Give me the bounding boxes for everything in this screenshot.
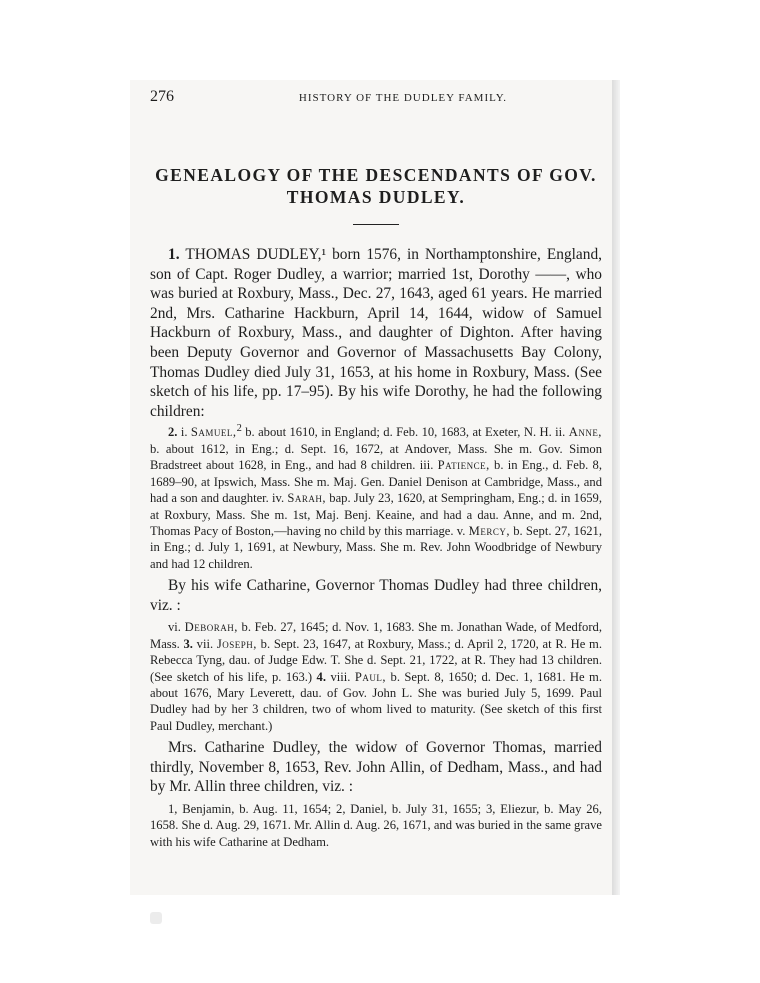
page-blemish — [150, 912, 162, 924]
child-name-samuel: Samuel, — [190, 425, 237, 440]
chapter-title-line1: GENEALOGY OF THE DESCENDANTS OF GOV. — [155, 165, 597, 185]
children-list-allin: 1, Benjamin, b. Aug. 11, 1654; 2, Daniel, b. July 31, 1655; 3, Eliezur, b. May 26, 1658. She d. Aug. 29, 1671. Mr. Allin d. Aug. 26, 1671, and was buried in the same grave with his wife Catharine at Dedham. — [150, 802, 602, 849]
running-header — [150, 88, 602, 106]
child-name-mercy: Mercy, — [468, 523, 511, 538]
child-name-paul: Paul, — [354, 669, 387, 684]
child-name-joseph: Joseph, — [216, 636, 257, 651]
title-rule — [353, 224, 399, 225]
child-name-patience: Patience, — [437, 458, 490, 473]
child-name-sarah: Sarah, — [287, 491, 327, 506]
chapter-title-line2: THOMAS DUDLEY. — [286, 187, 466, 207]
children-list-catharine: vi. Deborah, b. Feb. 27, 1645; d. Nov. 1, 1683. She m. Jonathan Wade, of Medford, Mass. 3. vii. Joseph, b. Sept. 23, 1647, at Roxbury, Mass.; d. April 2, 1720, at R. He m. Rebecca Tyng, dau. of Judge Edw. T. She d. Sept. 21, 1722, at R. They had 13 children. (See sketch of his life, p. 163.) 4. viii. Paul, b. Sept. 8, 1650; d. Dec. 1, 1681. He m. about 1676, Mary Leverett, dau. of Gov. John L. She was buried July 5, 1699. Paul Dudley had by her 3 children, two of whom lived to maturity. (See sketch of this first Paul Dudley, merchant.) — [150, 620, 603, 733]
chapter-title — [150, 164, 602, 208]
children-list-dorothy: 2. i. Samuel,$^2$ b. about 1610, in England; d. Feb. 10, 1683, at Exeter, N. H. ii. Anne, b. about 1612, in Eng.; d. Sept. 16, 1672, at Andover, Mass. She m. Gov. Simon Bradstreet about 1628, in Eng., and had 8 children. iii. Patience, b. in Eng., d. Feb. 8, 1689–90, at Ipswich, Mass. She m. Maj. Gen. Daniel Denison at Cambridge, Mass., and had a son and daughter. iv. Sarah, bap. July 23, 1620, at Sempringham, Eng.; d. in 1659, at Roxbury, Mass. She m. 1st, Maj. Benj. Keaine, and had a dau. Anne, and m. 2nd, Thomas Pacy of Boston,—having no child by this marriage. v. Mercy, b. Sept. 27, 1621, in Eng.; d. July 1, 1691, at Newbury, Mass. She m. Rev. John Woodbridge of Newbury and had 12 children. — [150, 423, 602, 571]
child-name-deborah: Deborah, — [184, 620, 238, 635]
paragraph-third-marriage: Mrs. Catharine Dudley, the widow of Governor Thomas, married thirdly, November 8, 1653, Rev. John Allin, of Dedham, Mass., and had by Mr. Allin three children, viz. : — [150, 739, 602, 796]
entry-number: 1. — [168, 246, 180, 263]
child-name-anne: Anne, — [568, 425, 602, 440]
running-title: HISTORY OF THE DUDLEY FAMILY. — [298, 92, 507, 104]
paragraph-catharine-children: By his wife Catharine, Governor Thomas Dudley had three children, viz. : — [150, 577, 602, 614]
entry-text: THOMAS DUDLEY,¹ born 1576, in Northamptonshire, England, son of Capt. Roger Dudley, a warrior; married 1st, Dorothy ——, who was buried at Roxbury, Mass., Dec. 27, 1643, aged 61 years. He married 2nd, Mrs. Catharine Hackburn, April 14, 1644, widow of Samuel Hackburn of Roxbury, Mass., and daughter of Dighton. After having been Deputy Governor and Governor of Massachusetts Bay Colony, Thomas Dudley died July 31, 1653, at his home in Roxbury, Mass. (See sketch of his life, pp. 17–95). By his wife Dorothy, he had the following children: — [150, 246, 602, 420]
page-number: 276 — [150, 88, 174, 105]
entry-thomas-dudley — [150, 245, 602, 421]
page-edge-shadow — [612, 80, 620, 895]
page-content — [150, 88, 602, 850]
